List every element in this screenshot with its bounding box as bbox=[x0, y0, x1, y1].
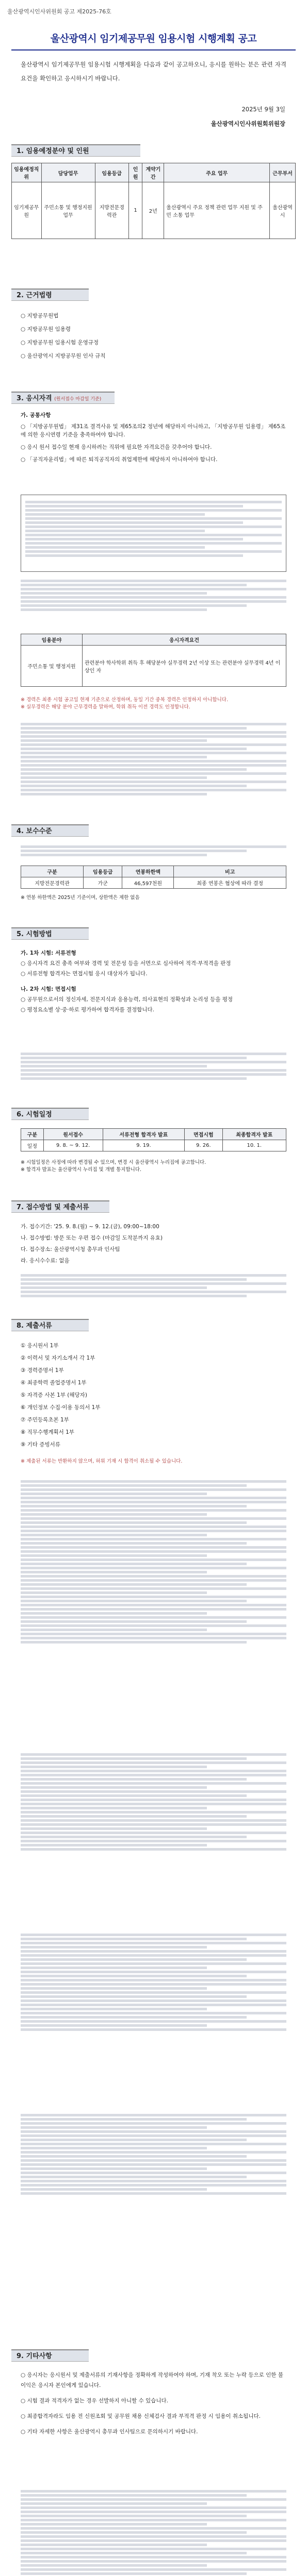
table-cell: 임기제공무원 bbox=[12, 182, 42, 239]
list-item: ③ 경력증명서 1부 bbox=[21, 1367, 64, 1374]
application-detail bbox=[21, 1273, 286, 1299]
table-header: 임용예정직위 bbox=[12, 163, 42, 182]
table-header: 비고 bbox=[174, 866, 286, 877]
list-item: ○ 지방공무원법 bbox=[21, 313, 59, 319]
other-detail bbox=[21, 2488, 286, 2576]
table-cell: 지방전문경력관 bbox=[21, 877, 84, 889]
table-header: 최종합격자 발표 bbox=[222, 1129, 286, 1140]
documents-detail-4 bbox=[21, 2112, 286, 2196]
list-item: ① 응시원서 1부 bbox=[21, 1343, 59, 1349]
table-header: 임용등급 bbox=[84, 866, 122, 877]
documents-list bbox=[21, 1340, 286, 1451]
section-3-label: 3. 응시자격 bbox=[17, 395, 52, 402]
list-item: ○ 「공직자윤리법」에 따른 퇴직공직자의 취업제한에 해당하지 아니하여야 합니다. bbox=[21, 456, 218, 463]
exam-method-detail bbox=[21, 1051, 286, 1081]
table-header: 구분 bbox=[21, 1129, 44, 1140]
note-item: ※ 경력은 최종 시험 공고일 현재 기준으로 산정하며, 동일 기간 중복 경력은 인정하지 아니합니다. bbox=[21, 697, 228, 703]
table-cell: 관련분야 학사학위 취득 후 해당분야 실무경력 2년 이상 또는 관련분야 실무경력 4년 이상인 자 bbox=[83, 646, 286, 687]
table-header: 계약기간 bbox=[142, 163, 164, 182]
section-2-heading: 2. 근거법령 bbox=[11, 289, 89, 301]
list-item: 다. 접수장소: 울산광역시청 총무과 인사팀 bbox=[21, 1246, 120, 1252]
table-cell: 울산광역시 bbox=[270, 182, 296, 239]
table-cell: 2년 bbox=[142, 182, 164, 239]
list-item: ○ 울산광역시 지방공무원 인사 규칙 bbox=[21, 353, 106, 359]
table-cell: 46,597천원 bbox=[122, 877, 174, 889]
table-cell: 주민소통 및 행정지원 bbox=[21, 646, 83, 687]
eligibility-lead: 가. 공통사항 bbox=[21, 412, 51, 418]
table-cell: 최종 연봉은 협상에 따라 결정 bbox=[174, 877, 286, 889]
table-cell: 울산광역시 주요 정책 관련 업무 지원 및 주민 소통 업무 bbox=[164, 182, 270, 239]
list-item: ○ 「지방공무원법」 제31조 결격사유 및 제65조의2 정년에 해당하지 아니하고, 「지방공무원 임용령」 제65조에 의한 응시연령 기준을 충족하여야 합니다. bbox=[21, 423, 286, 438]
table-header: 주요 업무 bbox=[164, 163, 270, 182]
other-notes bbox=[21, 2370, 286, 2442]
documents-detail-2 bbox=[21, 1752, 286, 1852]
law-list bbox=[21, 309, 286, 363]
schedule-table bbox=[21, 1128, 286, 1151]
table-cell: 일정 bbox=[21, 1140, 44, 1151]
document-number: 울산광역시인사위원회 공고 제2025-76호 bbox=[7, 8, 111, 15]
table-cell: 1 bbox=[128, 182, 142, 239]
pay-table bbox=[21, 866, 286, 889]
table-cell: 10. 1. bbox=[222, 1140, 286, 1151]
table-cell: 9. 8. ~ 9. 12. bbox=[43, 1140, 103, 1151]
documents-note: ※ 제출된 서류는 반환하지 않으며, 허위 기재 시 합격이 취소될 수 있습니다. bbox=[21, 1459, 183, 1464]
eligibility-common bbox=[21, 411, 286, 468]
table-cell: 지방전문경력관 bbox=[95, 182, 128, 239]
list-item: 가. 1차 시험: 서류전형 bbox=[21, 950, 76, 956]
table-header: 임용등급 bbox=[95, 163, 128, 182]
section-6-heading: 6. 시험일정 bbox=[11, 1108, 89, 1120]
note-item: ※ 실무경력은 해당 분야 근무경력을 말하며, 학위 취득 이전 경력도 인정합니다. bbox=[21, 704, 190, 710]
table-cell: 9. 19. bbox=[103, 1140, 185, 1151]
list-item: ○ 지방공무원 임용령 bbox=[21, 326, 71, 332]
list-item: ⑧ 직무수행계획서 1부 bbox=[21, 1429, 74, 1435]
section-3-heading bbox=[11, 392, 115, 404]
application-info bbox=[21, 1221, 286, 1266]
schedule-notes bbox=[21, 1159, 286, 1174]
table-header: 인원 bbox=[128, 163, 142, 182]
list-item: ⑤ 자격증 사본 1부 (해당자) bbox=[21, 1392, 87, 1398]
list-item: 나. 접수방법: 방문 또는 우편 접수 (마감일 도착분까지 유효) bbox=[21, 1235, 163, 1241]
list-item: ○ 공무원으로서의 정신자세, 전문지식과 응용능력, 의사표현의 정확성과 논리성 등을 평정 bbox=[21, 996, 233, 1003]
pay-intro bbox=[21, 844, 286, 858]
section-8-heading: 8. 제출서류 bbox=[11, 1319, 89, 1331]
section-7-heading: 7. 접수방법 및 제출서류 bbox=[11, 1200, 109, 1213]
eligibility-extra bbox=[21, 721, 286, 797]
intro-text: 울산광역시 임기제공무원 임용시험 시행계획을 다음과 같이 공고하오니, 응시를 원하는 분은 관련 자격요건을 확인하고 응시하시기 바랍니다. bbox=[21, 61, 286, 82]
table-header: 서류전형 합격자 발표 bbox=[103, 1129, 185, 1140]
section-1-heading: 1. 임용예정분야 및 인원 bbox=[11, 144, 140, 157]
eligibility-body bbox=[21, 578, 286, 613]
table-cell: 9. 26. bbox=[185, 1140, 222, 1151]
table-cell: 가군 bbox=[84, 877, 122, 889]
list-item: ○ 평정요소별 상·중·하로 평가하여 합격자를 결정합니다. bbox=[21, 1007, 155, 1013]
table-header: 응시자격요건 bbox=[83, 634, 286, 646]
section-5-heading: 5. 시험방법 bbox=[11, 927, 89, 940]
table-header: 담당업무 bbox=[41, 163, 95, 182]
exam-method bbox=[21, 948, 286, 1015]
table-header: 임용분야 bbox=[21, 634, 83, 646]
section-4-heading: 4. 보수수준 bbox=[11, 824, 89, 837]
documents-detail-3 bbox=[21, 1932, 286, 2032]
list-item: ○ 응시자는 응시원서 및 제출서류의 기재사항을 정확하게 작성하여야 하며, 기재 착오 또는 누락 등으로 인한 불이익은 응시자 본인에게 있습니다. bbox=[21, 2372, 283, 2388]
list-item: ○ 기타 자세한 사항은 울산광역시 총무과 인사팀으로 문의하시기 바랍니다. bbox=[21, 2429, 198, 2435]
list-item: ⑦ 주민등록초본 1부 bbox=[21, 1417, 69, 1423]
issuer: 울산광역시인사위원회위원장 bbox=[211, 120, 285, 127]
list-item: ④ 최종학력 졸업증명서 1부 bbox=[21, 1380, 87, 1386]
list-item: ○ 응시자격 요건 충족 여부와 경력 및 전문성 등을 서면으로 심사하여 적격·부적격을 판정 bbox=[21, 960, 231, 967]
section-9-heading: 9. 기타사항 bbox=[11, 2349, 89, 2362]
page-title: 울산광역시 임기제공무원 임용시험 시행계획 공고 bbox=[50, 33, 257, 44]
list-item: 라. 응시수수료: 없음 bbox=[21, 1258, 70, 1264]
list-item: ○ 지방공무원 임용시험 운영규정 bbox=[21, 340, 99, 346]
list-item: ○ 시험 결과 적격자가 없는 경우 선발하지 아니할 수 있습니다. bbox=[21, 2398, 168, 2404]
table-header: 원서접수 bbox=[43, 1129, 103, 1140]
list-item: ○ 최종합격자라도 임용 전 신원조회 및 공무원 채용 신체검사 결과 부적격 판정 시 임용이 취소됩니다. bbox=[21, 2413, 261, 2419]
list-item: ⑥ 개인정보 수집·이용 동의서 1부 bbox=[21, 1404, 101, 1411]
note-item: ※ 시험일정은 사정에 따라 변경될 수 있으며, 변경 시 울산광역시 누리집에 공고합니다. bbox=[21, 1160, 206, 1165]
table-cell: 주민소통 및 행정지원 업무 bbox=[41, 182, 95, 239]
eligibility-notes bbox=[21, 697, 286, 711]
note-item: ※ 합격자 발표는 울산광역시 누리집 및 개별 통지합니다. bbox=[21, 1167, 142, 1173]
list-item: ⑨ 기타 증빙서류 bbox=[21, 1442, 60, 1448]
position-table bbox=[11, 163, 296, 239]
eligibility-table bbox=[21, 634, 286, 687]
section-3-note: (원서접수 마감일 기준) bbox=[54, 397, 102, 402]
table-header: 구분 bbox=[21, 866, 84, 877]
list-item: 나. 2차 시험: 면접시험 bbox=[21, 986, 76, 992]
title-divider bbox=[11, 49, 296, 50]
list-item: 가. 접수기간: '25. 9. 8.(월) ~ 9. 12.(금), 09:00~18:00 bbox=[21, 1224, 159, 1230]
table-header: 면접시험 bbox=[185, 1129, 222, 1140]
announcement-date: 2025년 9월 3일 bbox=[241, 106, 285, 113]
list-item: ○ 서류전형 합격자는 면접시험 응시 대상자가 됩니다. bbox=[21, 971, 148, 977]
list-item: ○ 응시 원서 접수일 현재 응시하려는 직위에 필요한 자격요건을 갖추어야 합니다. bbox=[21, 444, 212, 450]
documents-detail bbox=[21, 1479, 286, 1645]
eligibility-detail-box bbox=[21, 495, 286, 572]
list-item: ② 이력서 및 자기소개서 각 1부 bbox=[21, 1355, 95, 1361]
table-header: 근무부서 bbox=[270, 163, 296, 182]
table-header: 연봉하한액 bbox=[122, 866, 174, 877]
pay-note: ※ 연봉 하한액은 2025년 기준이며, 상한액은 제한 없음 bbox=[21, 895, 140, 901]
